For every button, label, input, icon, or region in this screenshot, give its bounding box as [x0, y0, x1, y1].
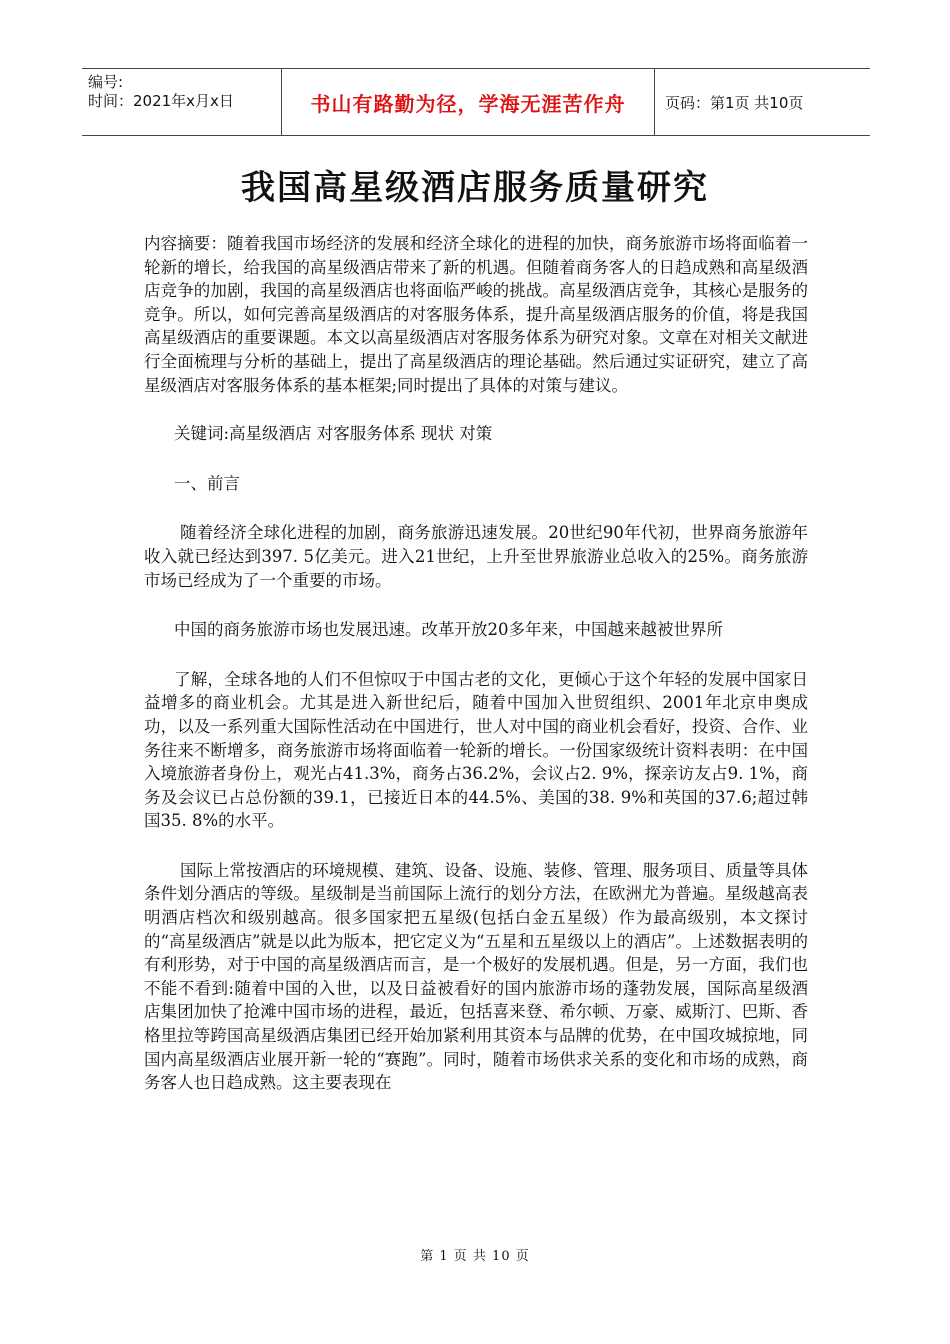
header-number: 编号:: [88, 73, 124, 91]
header-motto-cell: [282, 69, 655, 135]
document-body: [144, 232, 808, 1121]
document-title: 我国高星级酒店服务质量研究: [241, 168, 709, 208]
paragraph: 了解，全球各地的人们不但惊叹于中国古老的文化，更倾心于这个年轻的发展中国家日益增多的商业机会。尤其是进入新世纪后，随着中国加入世贸组织、2001年北京申奥成功，以及一系列重大国际性活动在中国进行，世人对中国的商业机会看好，投资、合作、业务往来不断增多，商务旅游市场将面临着一轮新的增长。一份国家级统计资料表明：在中国入境旅游者身份上，观光占41.3%，商务占36.2%，会议占2. 9%，探亲访友占9. 1%，商务及会议已占总份额的39.1，已接近日本的44.5%、美国的38. 9%和英国的37.6;超过韩国35. 8%的水平。: [144, 669, 808, 831]
header-time: 时间：2021年x月x日: [88, 92, 234, 110]
header-motto: 书山有路勤为径，学海无涯苦作舟: [310, 91, 626, 116]
paragraph: 国际上常按酒店的环境规模、建筑、设备、设施、装修、管理、服务项目、质量等具体条件划分酒店的等级。星级制是当前国际上流行的划分方法，在欧洲尤为普遍。星级越高表明酒店档次和级别越高。很多国家把五星级(包括白金五星级）作为最高级别，本文探讨的“高星级酒店”就是以此为版本，把它定义为“五星和五星级以上的酒店”。上述数据表明的有利形势，对于中国的高星级酒店而言，是一个极好的发展机遇。但是，另一方面，我们也不能不看到:随着中国的入世，以及日益被看好的国内旅游市场的蓬勃发展，国际高星级酒店集团加快了抢滩中国市场的进程，最近，包括喜来登、希尔顿、万豪、威斯汀、巴斯、香格里拉等跨国高星级酒店集团已经开始加紧利用其资本与品牌的优势，在中国攻城掠地，同国内高星级酒店业展开新一轮的“赛跑”。同时，随着市场供求关系的变化和市场的成熟，商务客人也日趋成熟。这主要表现在: [144, 860, 808, 1093]
page-footer: 第 1 页 共 10 页: [420, 1249, 530, 1264]
abstract: 内容摘要：随着我国市场经济的发展和经济全球化的进程的加快，商务旅游市场将面临着一轮新的增长，给我国的高星级酒店带来了新的机遇。但随着商务客人的日趋成熟和高星级酒店竞争的加剧，我国的高星级酒店也将面临严峻的挑战。高星级酒店竞争，其核心是服务的竞争。所以，如何完善高星级酒店的对客服务体系，提升高星级酒店服务的价值，将是我国高星级酒店的重要课题。本文以高星级酒店对客服务体系为研究对象。文章在对相关文献进行全面梳理与分析的基础上，提出了高星级酒店的理论基础。然后通过实证研究，建立了高星级酒店对客服务体系的基本框架;同时提出了具体的对策与建议。: [144, 234, 808, 395]
section-heading: 一、前言: [174, 473, 240, 493]
paragraph: 中国的商务旅游市场也发展迅速。改革开放20多年来，中国越来越被世界所: [174, 620, 723, 640]
paragraph: 随着经济全球化进程的加剧，商务旅游迅速发展。20世纪90年代初，世界商务旅游年收入就已经达到397. 5亿美元。进入21世纪，上升至世界旅游业总收入的25%。商务旅游市场已经成为了一个重要的市场。: [144, 523, 808, 590]
document-header: [82, 68, 870, 136]
keywords: 关键词:高星级酒店 对客服务体系 现状 对策: [174, 424, 493, 444]
header-page-info: 页码：第1页 共10页: [665, 93, 804, 112]
header-meta: [82, 69, 282, 135]
